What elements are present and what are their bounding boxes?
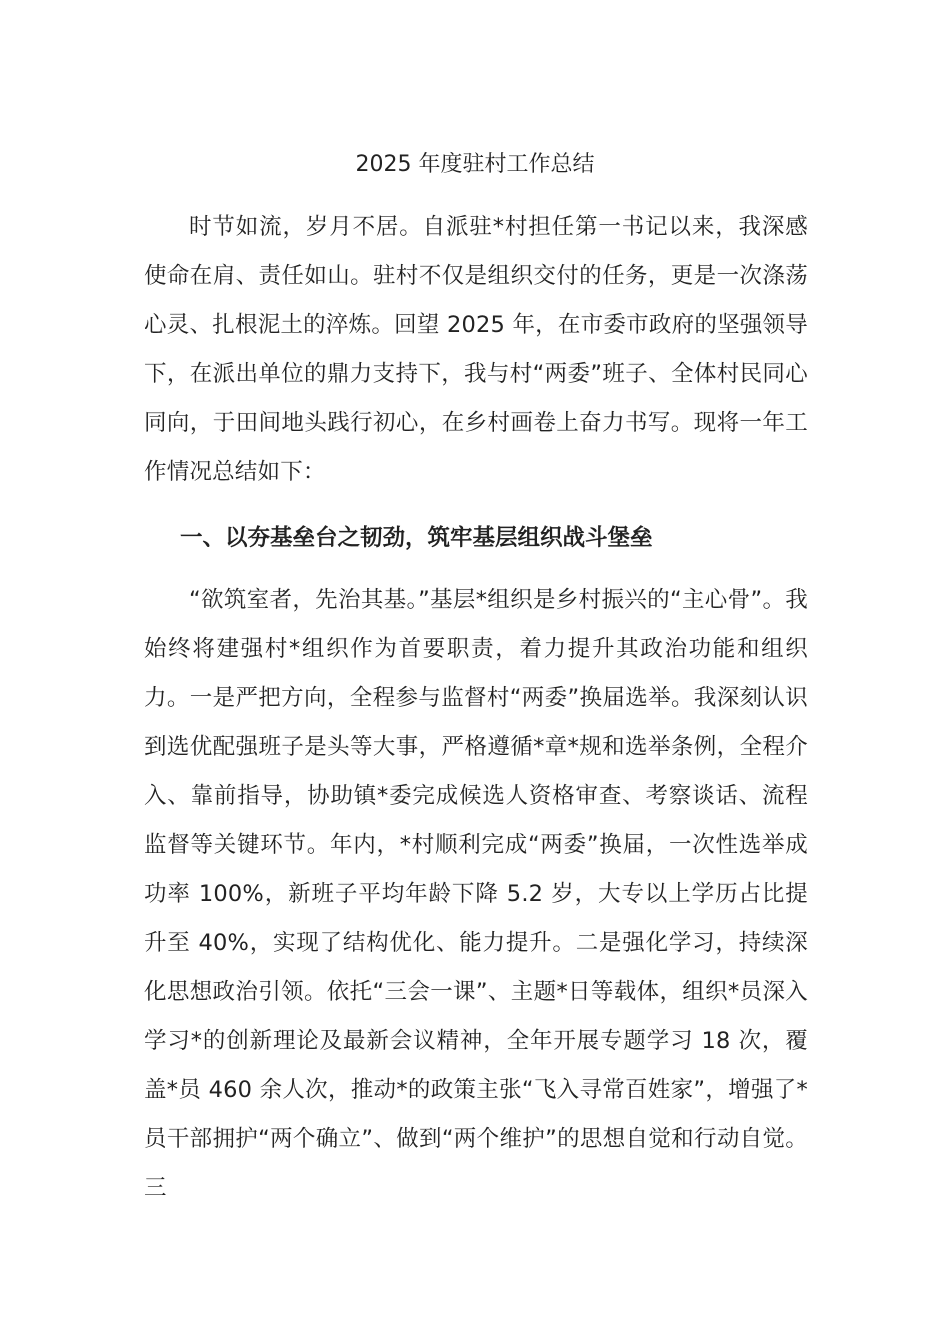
section-1-paragraph: “欲筑室者，先治其基。”基层*组织是乡村振兴的“主心骨”。我始终将建强村*组织作为首要职责，着力提升其政治功能和组织力。一是严把方向，全程参与监督村“两委”换届选举。我深刻认识到选优配强班子是头等大事，严格遵循*章*规和选举条例，全程介入、靠前指导，协助镇*委完成候选人资格审查、考察谈话、流程监督等关键环节。年内，*村顺利完成“两委”换届，一次性选举成功率 100%，新班子平均年龄下降 5.2 岁，大专以上学历占比提升至 40%，实现了结构优化、能力提升。二是强化学习，持续深化思想政治引领。依托“三会一课”、主题*日等载体，组织*员深入学习*的创新理论及最新会议精神，全年开展专题学习 18 次，覆盖*员 460 余人次，推动*的政策主张“飞入寻常百姓家”，增强了*员干部拥护“两个确立”、做到“两个维护”的思想自觉和行动自觉。三 bbox=[144, 587, 808, 1201]
document-title: 2025 年度驻村工作总结 bbox=[355, 152, 595, 177]
intro-paragraph: 时节如流，岁月不居。自派驻*村担任第一书记以来，我深感使命在肩、责任如山。驻村不仅是组织交付的任务，更是一次涤荡心灵、扎根泥土的淬炼。回望 2025 年，在市委市政府的坚强领导下，在派出单位的鼎力支持下，我与村“两委”班子、全体村民同心同向，于田间地头践行初心，在乡村画卷上奋力书写。现将一年工作情况总结如下： bbox=[144, 214, 808, 485]
section-1-heading: 一、以夯基垒台之韧劲，筑牢基层组织战斗堡垒 bbox=[180, 525, 653, 551]
